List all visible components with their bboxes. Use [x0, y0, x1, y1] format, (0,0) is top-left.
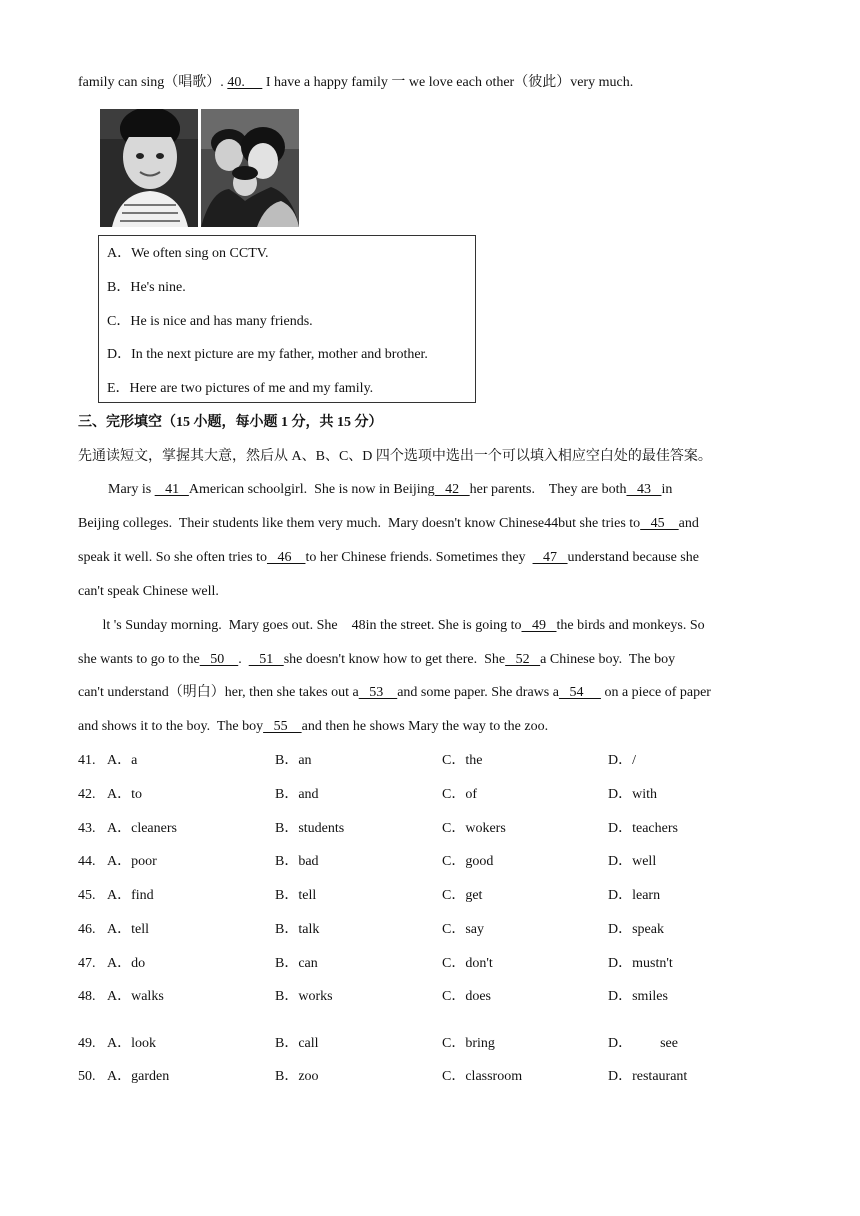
option-d: D．In the next picture are my father, mother and brother. [107, 347, 428, 362]
top-line-after: I have a happy family 一 we love each other（彼此）very much. [262, 75, 634, 90]
answer-blank: 45 [640, 516, 679, 531]
choice-c[interactable]: C．bring [442, 1036, 495, 1051]
passage-text: on a piece of paper [600, 685, 711, 700]
choice-a[interactable]: A．garden [107, 1069, 170, 1084]
choice-d[interactable]: D．with [608, 787, 657, 802]
choice-c[interactable]: C．of [442, 787, 477, 802]
passage-text: understand because she [567, 550, 699, 565]
passage-text: a Chinese boy. The boy [540, 652, 676, 667]
answer-blank: 46 [266, 550, 306, 565]
answer-blank: 43 [626, 482, 662, 497]
choice-a[interactable]: A．do [107, 956, 146, 971]
choice-c[interactable]: C．wokers [442, 821, 506, 836]
passage-text: she wants to go to the [78, 652, 200, 667]
answer-blank: 42 [434, 482, 470, 497]
choice-a[interactable]: A．poor [107, 854, 157, 869]
option-c: C．He is nice and has many friends. [107, 314, 313, 329]
question-number: 41. [78, 753, 96, 768]
passage-text: and then he shows Mary the way to the zoo. [301, 719, 549, 734]
choice-d[interactable]: D．mustn't [608, 956, 673, 971]
choice-b[interactable]: B．talk [275, 922, 320, 937]
passage-text: can't speak Chinese well. [78, 584, 219, 599]
passage-line [78, 617, 705, 635]
passage-text: to her Chinese friends. Sometimes they [305, 550, 533, 565]
choice-d[interactable]: D．smiles [608, 989, 668, 1004]
passage-text: Mary is [108, 482, 155, 497]
top-line [78, 74, 633, 92]
choice-b[interactable]: B．students [275, 821, 345, 836]
answer-blank: 50 [199, 652, 239, 667]
passage-text: the birds and monkeys. So [556, 618, 705, 633]
choice-d[interactable]: D．restaurant [608, 1069, 688, 1084]
passage-line [78, 718, 548, 736]
answer-blank: 54 [558, 685, 601, 700]
question-row [78, 921, 798, 939]
choice-b[interactable]: B．call [275, 1036, 319, 1051]
question-row [78, 853, 798, 871]
passage-line [78, 651, 675, 669]
choice-b[interactable]: B．an [275, 753, 312, 768]
question-number: 48. [78, 989, 96, 1004]
passage-text: lt 's Sunday morning. Mary goes out. She 48in the street. She is going to [78, 618, 522, 633]
passage-text: can't understand（明白）her, then she takes out a [78, 685, 359, 700]
choice-a[interactable]: A．find [107, 888, 154, 903]
passage-line [108, 481, 672, 499]
answer-blank: 51 [248, 652, 284, 667]
question-number: 47. [78, 956, 96, 971]
choice-c[interactable]: C．the [442, 753, 483, 768]
choice-b[interactable]: B．works [275, 989, 333, 1004]
blank-40: 40. [227, 75, 263, 90]
choice-d[interactable]: D．/ [608, 753, 636, 768]
choice-d[interactable]: D．teachers [608, 821, 678, 836]
answer-blank: 49 [521, 618, 557, 633]
passage-text: American schoolgirl. She is now in Beijing [188, 482, 435, 497]
question-number: 49. [78, 1036, 96, 1051]
choice-b[interactable]: B．zoo [275, 1069, 319, 1084]
answer-blank: 52 [505, 652, 541, 667]
family-group-photo [201, 109, 299, 227]
passage-text: and shows it to the boy. The boy [78, 719, 264, 734]
choice-d[interactable]: D．speak [608, 922, 664, 937]
choice-d[interactable]: D．learn [608, 888, 661, 903]
top-line-before: family can sing（唱歌）. [78, 75, 228, 90]
question-number: 45. [78, 888, 96, 903]
question-row [78, 988, 798, 1006]
passage-text: her parents. They are both [469, 482, 627, 497]
question-row [78, 752, 798, 770]
choice-d[interactable]: D．well [608, 854, 657, 869]
passage-line [78, 515, 699, 533]
choice-a[interactable]: A．tell [107, 922, 149, 937]
choice-a[interactable]: A．walks [107, 989, 164, 1004]
passage-text: she doesn't know how to get there. She [283, 652, 506, 667]
option-b: B．He's nine. [107, 280, 186, 295]
question-row [78, 887, 798, 905]
passage-line [78, 549, 699, 567]
boy-photo [100, 109, 198, 227]
choice-a[interactable]: A．to [107, 787, 142, 802]
choice-c[interactable]: C．does [442, 989, 491, 1004]
answer-blank: 55 [263, 719, 302, 734]
passage-text: speak it well. So she often tries to [78, 550, 267, 565]
question-row [78, 1035, 798, 1053]
choice-b[interactable]: B．bad [275, 854, 319, 869]
option-e: E．Here are two pictures of me and my family. [107, 381, 374, 396]
choice-d[interactable]: D． see [608, 1036, 678, 1051]
passage-text: and some paper. She draws a [397, 685, 559, 700]
answer-blank: 41 [154, 482, 189, 497]
question-row [78, 820, 798, 838]
question-row [78, 786, 798, 804]
passage-text: and [678, 516, 699, 531]
question-row [78, 1068, 798, 1086]
passage-line [78, 684, 711, 702]
passage-text: Beijing colleges. Their students like them very much. Mary doesn't know Chinese44but she tries to [78, 516, 641, 531]
choice-a[interactable]: A．a [107, 753, 138, 768]
choice-c[interactable]: C．say [442, 922, 484, 937]
answer-blank: 47 [532, 550, 568, 565]
choice-c[interactable]: C．classroom [442, 1069, 523, 1084]
family-photos [100, 109, 299, 227]
question-number: 42. [78, 787, 96, 802]
choice-c[interactable]: C．don't [442, 956, 493, 971]
passage-line [78, 583, 219, 601]
choice-c[interactable]: C．good [442, 854, 494, 869]
instruction: 先通读短文，掌握其大意，然后从 A、B、C、D 四个选项中选出一个可以填入相应空白处的最佳答案。 [78, 449, 712, 464]
question-number: 50. [78, 1069, 96, 1084]
choice-b[interactable]: B．tell [275, 888, 317, 903]
option-a: A．We often sing on CCTV. [107, 246, 269, 261]
question-row [78, 955, 798, 973]
choice-a[interactable]: A．look [107, 1036, 156, 1051]
passage-text: in [661, 482, 673, 497]
answer-blank: 53 [358, 685, 398, 700]
section-heading: 三、完形填空（15 小题，每小题 1 分，共 15 分） [78, 415, 383, 430]
options-box [98, 235, 476, 403]
question-number: 44. [78, 854, 96, 869]
choice-c[interactable]: C．get [442, 888, 483, 903]
question-number: 46. [78, 922, 96, 937]
choice-b[interactable]: B．can [275, 956, 318, 971]
question-number: 43. [78, 821, 96, 836]
choice-b[interactable]: B．and [275, 787, 319, 802]
passage-text: . [238, 652, 249, 667]
choice-a[interactable]: A．cleaners [107, 821, 177, 836]
